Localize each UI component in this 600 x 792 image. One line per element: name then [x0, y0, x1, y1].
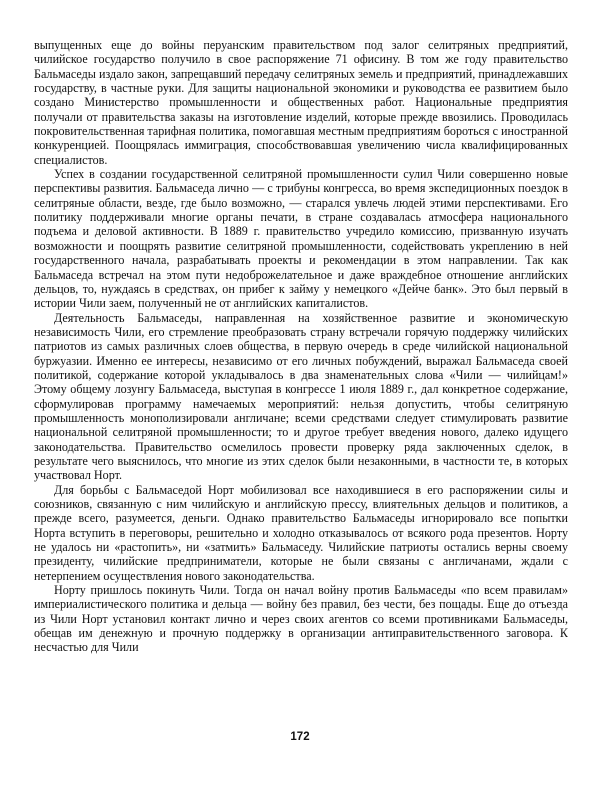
page-number: 172: [290, 731, 310, 743]
paragraph-1: выпущенных еще до войны перуанским правительством под залог селитряных предприятий, чилийское государство получило в свое распоряжение 71 офисину. В том же году правительство Бальмаседы издало закон, запрещавший передачу селитряных земель и предприятий, принадлежавших государству, в частные руки. Для защиты национальной экономики и руководства ее развитием было создано Министерство промышленности и общественных работ. Национальные предприятия получали от правительства заказы на изготовление изделий, которые прежде ввозились. Проводилась покровительственная тарифная политика, помогавшая местным предприятиям бороться с иностранной конкуренцией. Поощрялась иммиграция, способствовавшая увеличению числа квалифицированных специалистов.: [34, 38, 568, 167]
paragraph-4: Для борьбы с Бальмаседой Норт мобилизовал все находившиеся в его распоряжении силы и союзников, связанную с ним чилийскую и английскую прессу, влиятельных дельцов и политиков, а прежде всего, разумеется, деньги. Однако правительство Бальмаседы игнорировало все попытки Норта вступить в переговоры, решительно и холодно отказывалось от всякого рода презентов. Норту не удалось ни «растопить», ни «затмить» Бальмаседу. Чилийские патриоты остались верны своему президенту, чилийские предприниматели, которые не были связаны с англичанами, ждали с нетерпением осуществления нового законодательства.: [34, 482, 568, 583]
paragraph-3: Деятельность Бальмаседы, направленная на хозяйственное развитие и экономическую независимость Чили, его стремление преобразовать страну встречали горячую поддержку чилийских патриотов из самых различных слоев общества, в первую очередь в среде чилийской национальной буржуазии. Именно ее интересы, независимо от его личных побуждений, выражал Бальмаседа своей политикой, содержание которой укладывалось в два знаменательных слова «Чили — чилийцам!» Этому общему лозунгу Бальмаседа, выступая в конгрессе 1 июля 1889 г., дал конкретное содержание, сформулировав программу намечаемых мероприятий: нельзя допустить, чтобы селитряную промышленность монополизировали англичане; всеми средствами следует стимулировать развитие национальной селитряной промышленности; то и другое требует введения нового, далеко идущего законодательства. Правительство осмелилось провести проверку ряда заключенных сделок, в результате чего выяснилось, что многие из этих сделок были незаконными, в частности те, в которых участвовал Норт.: [34, 310, 568, 483]
paragraph-2: Успех в создании государственной селитряной промышленности сулил Чили совершенно новые перспективы развития. Бальмаседа лично — с трибуны конгресса, во время экспедиционных поездок в селитряные области, везде, где было возможно, — старался увлечь людей этими перспективами. Его политику поддерживали многие органы печати, в стране создавалась атмосфера национального подъема и деловой активности. В 1889 г. правительство учредило комиссию, призванную изучать возможности и поощрять развитие селитряной промышленности, содействовать укреплению в ней государственного начала, разрабатывать проекты и рекомендации в этом направлении. Так как Бальмаседа встречал на этом пути недоброжелательное и даже враждебное отношение английских дельцов, то, нуждаясь в средствах, он прибег к займу у немецкого «Дейче банк». Это был первый в истории Чили заем, полученный не от английских капиталистов.: [34, 167, 568, 311]
page-body: [34, 38, 568, 655]
paragraph-5: Норту пришлось покинуть Чили. Тогда он начал войну против Бальмаседы «по всем правилам» империалистического политика и дельца — войну без правил, без чести, без пощады. Еще до отъезда из Чили Норт установил контакт лично и через своих агентов со всеми противниками Бальмаседы, обещав им денежную и прочную поддержку в организации антиправительственного заговора. К несчастью для Чили: [34, 583, 568, 655]
